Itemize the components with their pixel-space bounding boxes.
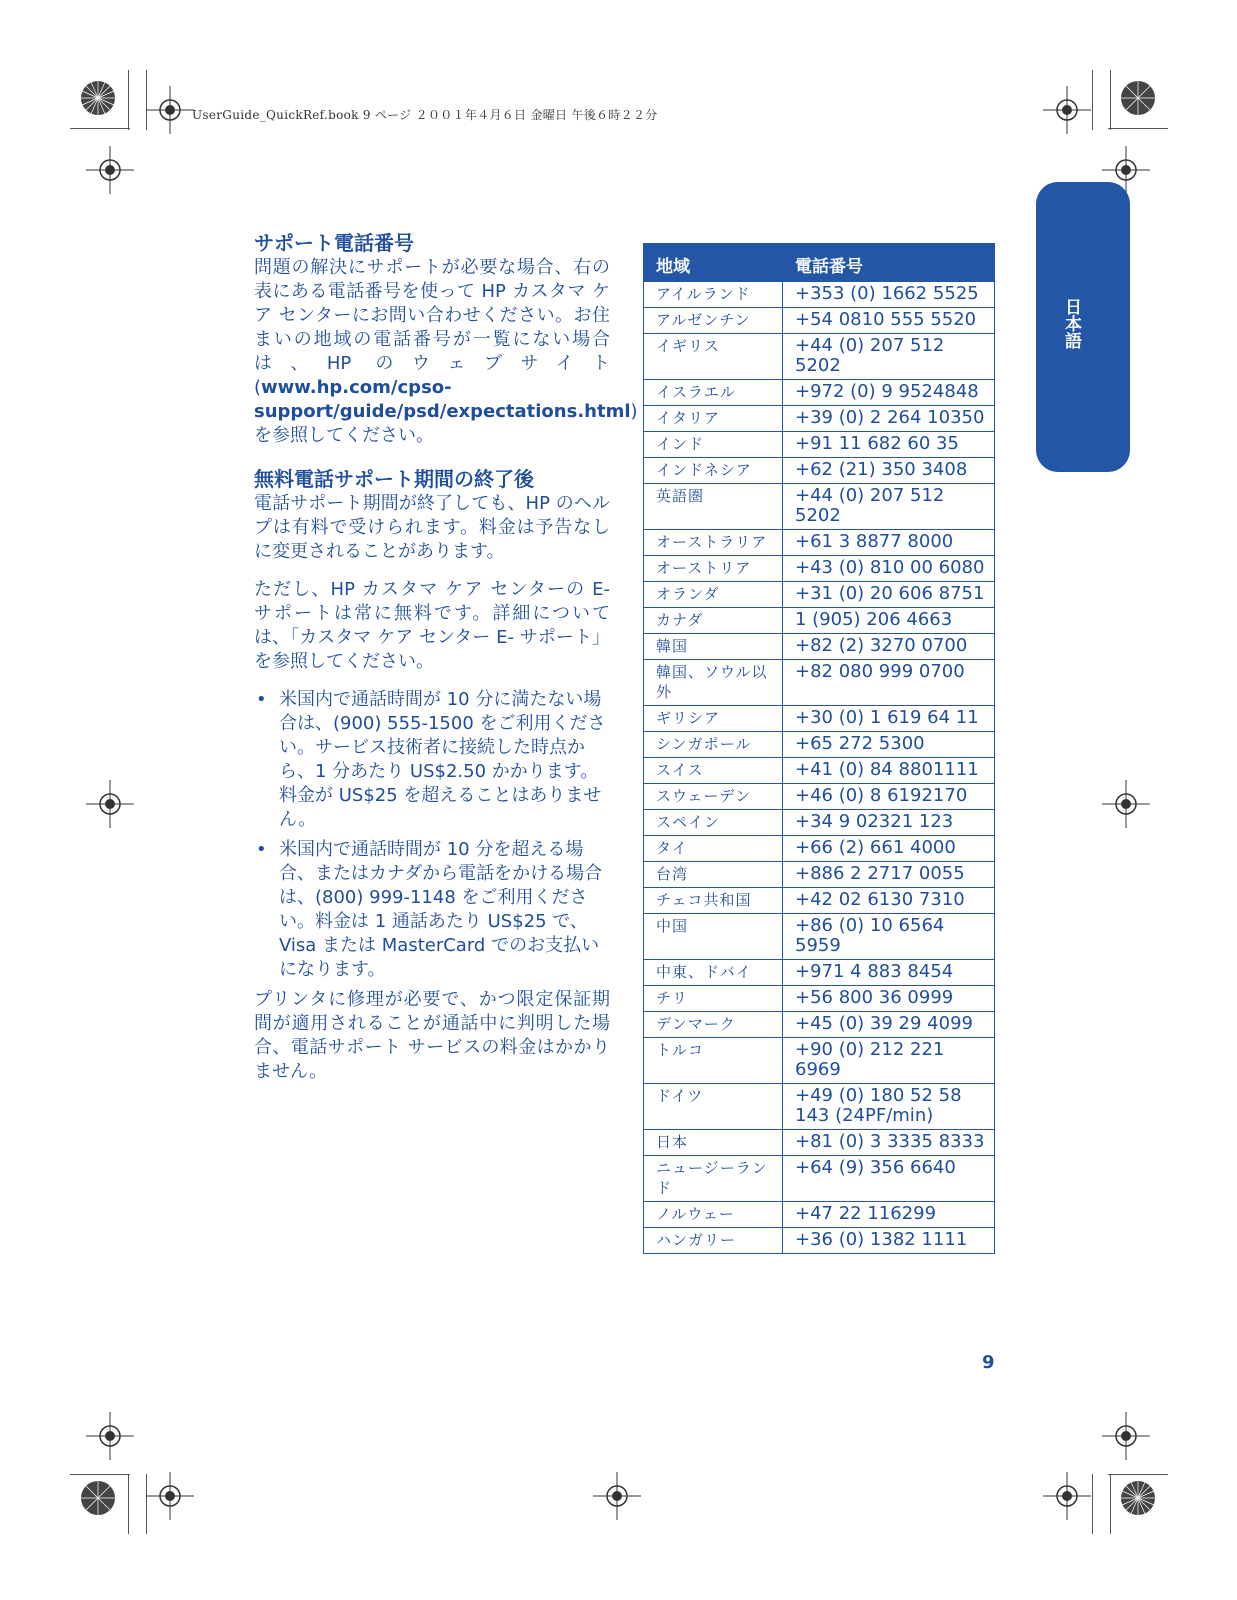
table-row [644,986,995,1012]
table-row [644,1202,995,1228]
book-header-line: UserGuide_QuickRef.book 9 ページ ２００１年４月６日 金曜日 午後６時２２分 [192,108,658,122]
table-row [644,836,995,862]
table-row [644,914,995,960]
starburst-target-icon [1120,80,1156,116]
region-cell: ギリシア [644,706,783,732]
phone-number-cell: +41 (0) 84 8801111 [783,758,995,784]
registration-target-icon [86,1412,134,1460]
table-row [644,784,995,810]
region-cell: 中国 [644,914,783,960]
table-row [644,458,995,484]
region-cell: ハンガリー [644,1228,783,1254]
phone-number-cell: +43 (0) 810 00 6080 [783,556,995,582]
language-tab-label: 日本語 [1061,298,1081,349]
region-cell: デンマーク [644,1012,783,1038]
phone-number-cell: +90 (0) 212 221 6969 [783,1038,995,1084]
region-cell: 台湾 [644,862,783,888]
phone-number-cell: +64 (9) 356 6640 [783,1156,995,1202]
registration-target-icon [86,146,134,194]
section-title-support-phone: サポート電話番号 [254,231,414,255]
phone-number-cell: +45 (0) 39 29 4099 [783,1012,995,1038]
table-row [644,810,995,836]
table-row [644,732,995,758]
region-cell: ノルウェー [644,1202,783,1228]
table-row [644,380,995,406]
table-row [644,1084,995,1130]
region-cell: カナダ [644,608,783,634]
phone-number-cell: +44 (0) 207 512 5202 [783,484,995,530]
registration-target-icon [593,1472,641,1520]
region-cell: アルゼンチン [644,308,783,334]
phone-number-cell: +54 0810 555 5520 [783,308,995,334]
repair-paragraph: プリンタに修理が必要で、かつ限定保証期間が適用されることが通話中に判明した場合、電話サポート サービスの料金はかかりません。 [254,989,610,1082]
phone-number-cell: +81 (0) 3 3335 8333 [783,1130,995,1156]
region-cell: タイ [644,836,783,862]
bullet-icon: • [256,839,267,860]
starburst-target-icon [1120,1480,1156,1516]
phone-number-cell: +34 9 02321 123 [783,810,995,836]
region-cell: スウェーデン [644,784,783,810]
table-row [644,406,995,432]
region-cell: アイルランド [644,282,783,308]
column-header-number: 電話番号 [783,244,995,282]
region-cell: スペイン [644,810,783,836]
region-cell: チェコ共和国 [644,888,783,914]
registration-target-icon [1102,1412,1150,1460]
table-row [644,1156,995,1202]
language-tab [1036,182,1130,472]
phone-number-cell: +972 (0) 9 9524848 [783,380,995,406]
e-support-paragraph: ただし、HP カスタマ ケア センターの E- サポートは常に無料です。詳細については、「カスタマ ケア センター E- サポート」を参照してください。 [254,579,610,672]
phone-number-cell: +36 (0) 1382 1111 [783,1228,995,1254]
registration-target-icon [146,1472,194,1520]
region-cell: オーストラリア [644,530,783,556]
region-cell: スイス [644,758,783,784]
table-row [644,282,995,308]
phone-number-cell: +56 800 36 0999 [783,986,995,1012]
phone-number-cell: +66 (2) 661 4000 [783,836,995,862]
table-row [644,706,995,732]
list-item: • 米国内で通話時間が 10 分に満たない場合は、(900) 555-1500 をご利用ください。サービス技術者に接続した時点から、1 分あたり US$2.50 かかります。料金が US$25 を超えることはありません。 [256,689,606,830]
table-row [644,484,995,530]
phone-number-cell: +47 22 116299 [783,1202,995,1228]
phone-number-cell: +61 3 8877 8000 [783,530,995,556]
phone-number-cell: +46 (0) 8 6192170 [783,784,995,810]
table-row [644,1228,995,1254]
registration-target-icon [1102,780,1150,828]
region-cell: 英語圏 [644,484,783,530]
support-url[interactable]: www.hp.com/cpso-support/guide/psd/expectations.html [254,377,631,422]
starburst-target-icon [80,1480,116,1516]
section-title-after-free-support: 無料電話サポート期間の終了後 [254,467,534,491]
registration-target-icon [86,780,134,828]
phone-number-cell: +82 (2) 3270 0700 [783,634,995,660]
table-header-row [644,244,995,282]
table-row [644,556,995,582]
table-row [644,530,995,556]
table-row [644,1130,995,1156]
region-cell: インド [644,432,783,458]
left-column [254,230,638,1084]
pricing-bullet-list [254,688,610,982]
phone-number-cell: +49 (0) 180 52 58 143 (24PF/min) [783,1084,995,1130]
list-item: • 米国内で通話時間が 10 分を超える場合、またはカナダから電話をかける場合は、(800) 999-1148 をご利用ください。料金は 1 通話あたり US$25 で、Visa または MasterCard でのお支払いになります。 [256,839,603,980]
phone-number-cell: +62 (21) 350 3408 [783,458,995,484]
region-cell: オランダ [644,582,783,608]
table-row [644,308,995,334]
table-row [644,334,995,380]
support-phone-paragraph: 問題の解決にサポートが必要な場合、右の表にある電話番号を使って HP カスタマ ケア センターにお問い合わせください。お住まいの地域の電話番号が一覧にない場合は、HP のウェブサイト (www.hp.com/cpso-support/guide/psd/expectations.html) を参照してください。 [254,257,638,446]
registration-target-icon [1043,1472,1091,1520]
phone-number-cell: 1 (905) 206 4663 [783,608,995,634]
region-cell: 日本 [644,1130,783,1156]
registration-target-icon [146,86,194,134]
region-cell: オーストリア [644,556,783,582]
phone-number-cell: +886 2 2717 0055 [783,862,995,888]
bullet-icon: • [256,689,267,710]
region-cell: 韓国 [644,634,783,660]
region-cell: シンガポール [644,732,783,758]
column-header-region: 地域 [644,244,783,282]
region-cell: 中東、ドバイ [644,960,783,986]
phone-number-cell: +44 (0) 207 512 5202 [783,334,995,380]
table-row [644,582,995,608]
phone-number-cell: +82 080 999 0700 [783,660,995,706]
phone-number-cell: +39 (0) 2 264 10350 [783,406,995,432]
phone-number-cell: +91 11 682 60 35 [783,432,995,458]
table-row [644,862,995,888]
phone-number-cell: +353 (0) 1662 5525 [783,282,995,308]
region-cell: ドイツ [644,1084,783,1130]
region-cell: イタリア [644,406,783,432]
table-row [644,1012,995,1038]
registration-target-icon [1043,86,1091,134]
table-row [644,634,995,660]
region-cell: ニュージーランド [644,1156,783,1202]
table-row [644,432,995,458]
phone-number-cell: +971 4 883 8454 [783,960,995,986]
table-row [644,960,995,986]
phone-number-cell: +65 272 5300 [783,732,995,758]
phone-number-cell: +30 (0) 1 619 64 11 [783,706,995,732]
paid-help-paragraph: 電話サポート期間が終了しても、HP のヘルプは有料で受けられます。料金は予告なしに変更されることがあります。 [254,493,610,562]
table-row [644,758,995,784]
region-cell: イギリス [644,334,783,380]
table-row [644,888,995,914]
region-cell: トルコ [644,1038,783,1084]
table-row [644,608,995,634]
phone-number-cell: +86 (0) 10 6564 5959 [783,914,995,960]
starburst-target-icon [80,80,116,116]
region-cell: チリ [644,986,783,1012]
table-row [644,1038,995,1084]
page-number: 9 [982,1352,995,1373]
region-cell: インドネシア [644,458,783,484]
phone-number-cell: +42 02 6130 7310 [783,888,995,914]
phone-number-cell: +31 (0) 20 606 8751 [783,582,995,608]
region-cell: 韓国、ソウル以外 [644,660,783,706]
table-row [644,660,995,706]
phone-number-table [643,243,995,1254]
region-cell: イスラエル [644,380,783,406]
